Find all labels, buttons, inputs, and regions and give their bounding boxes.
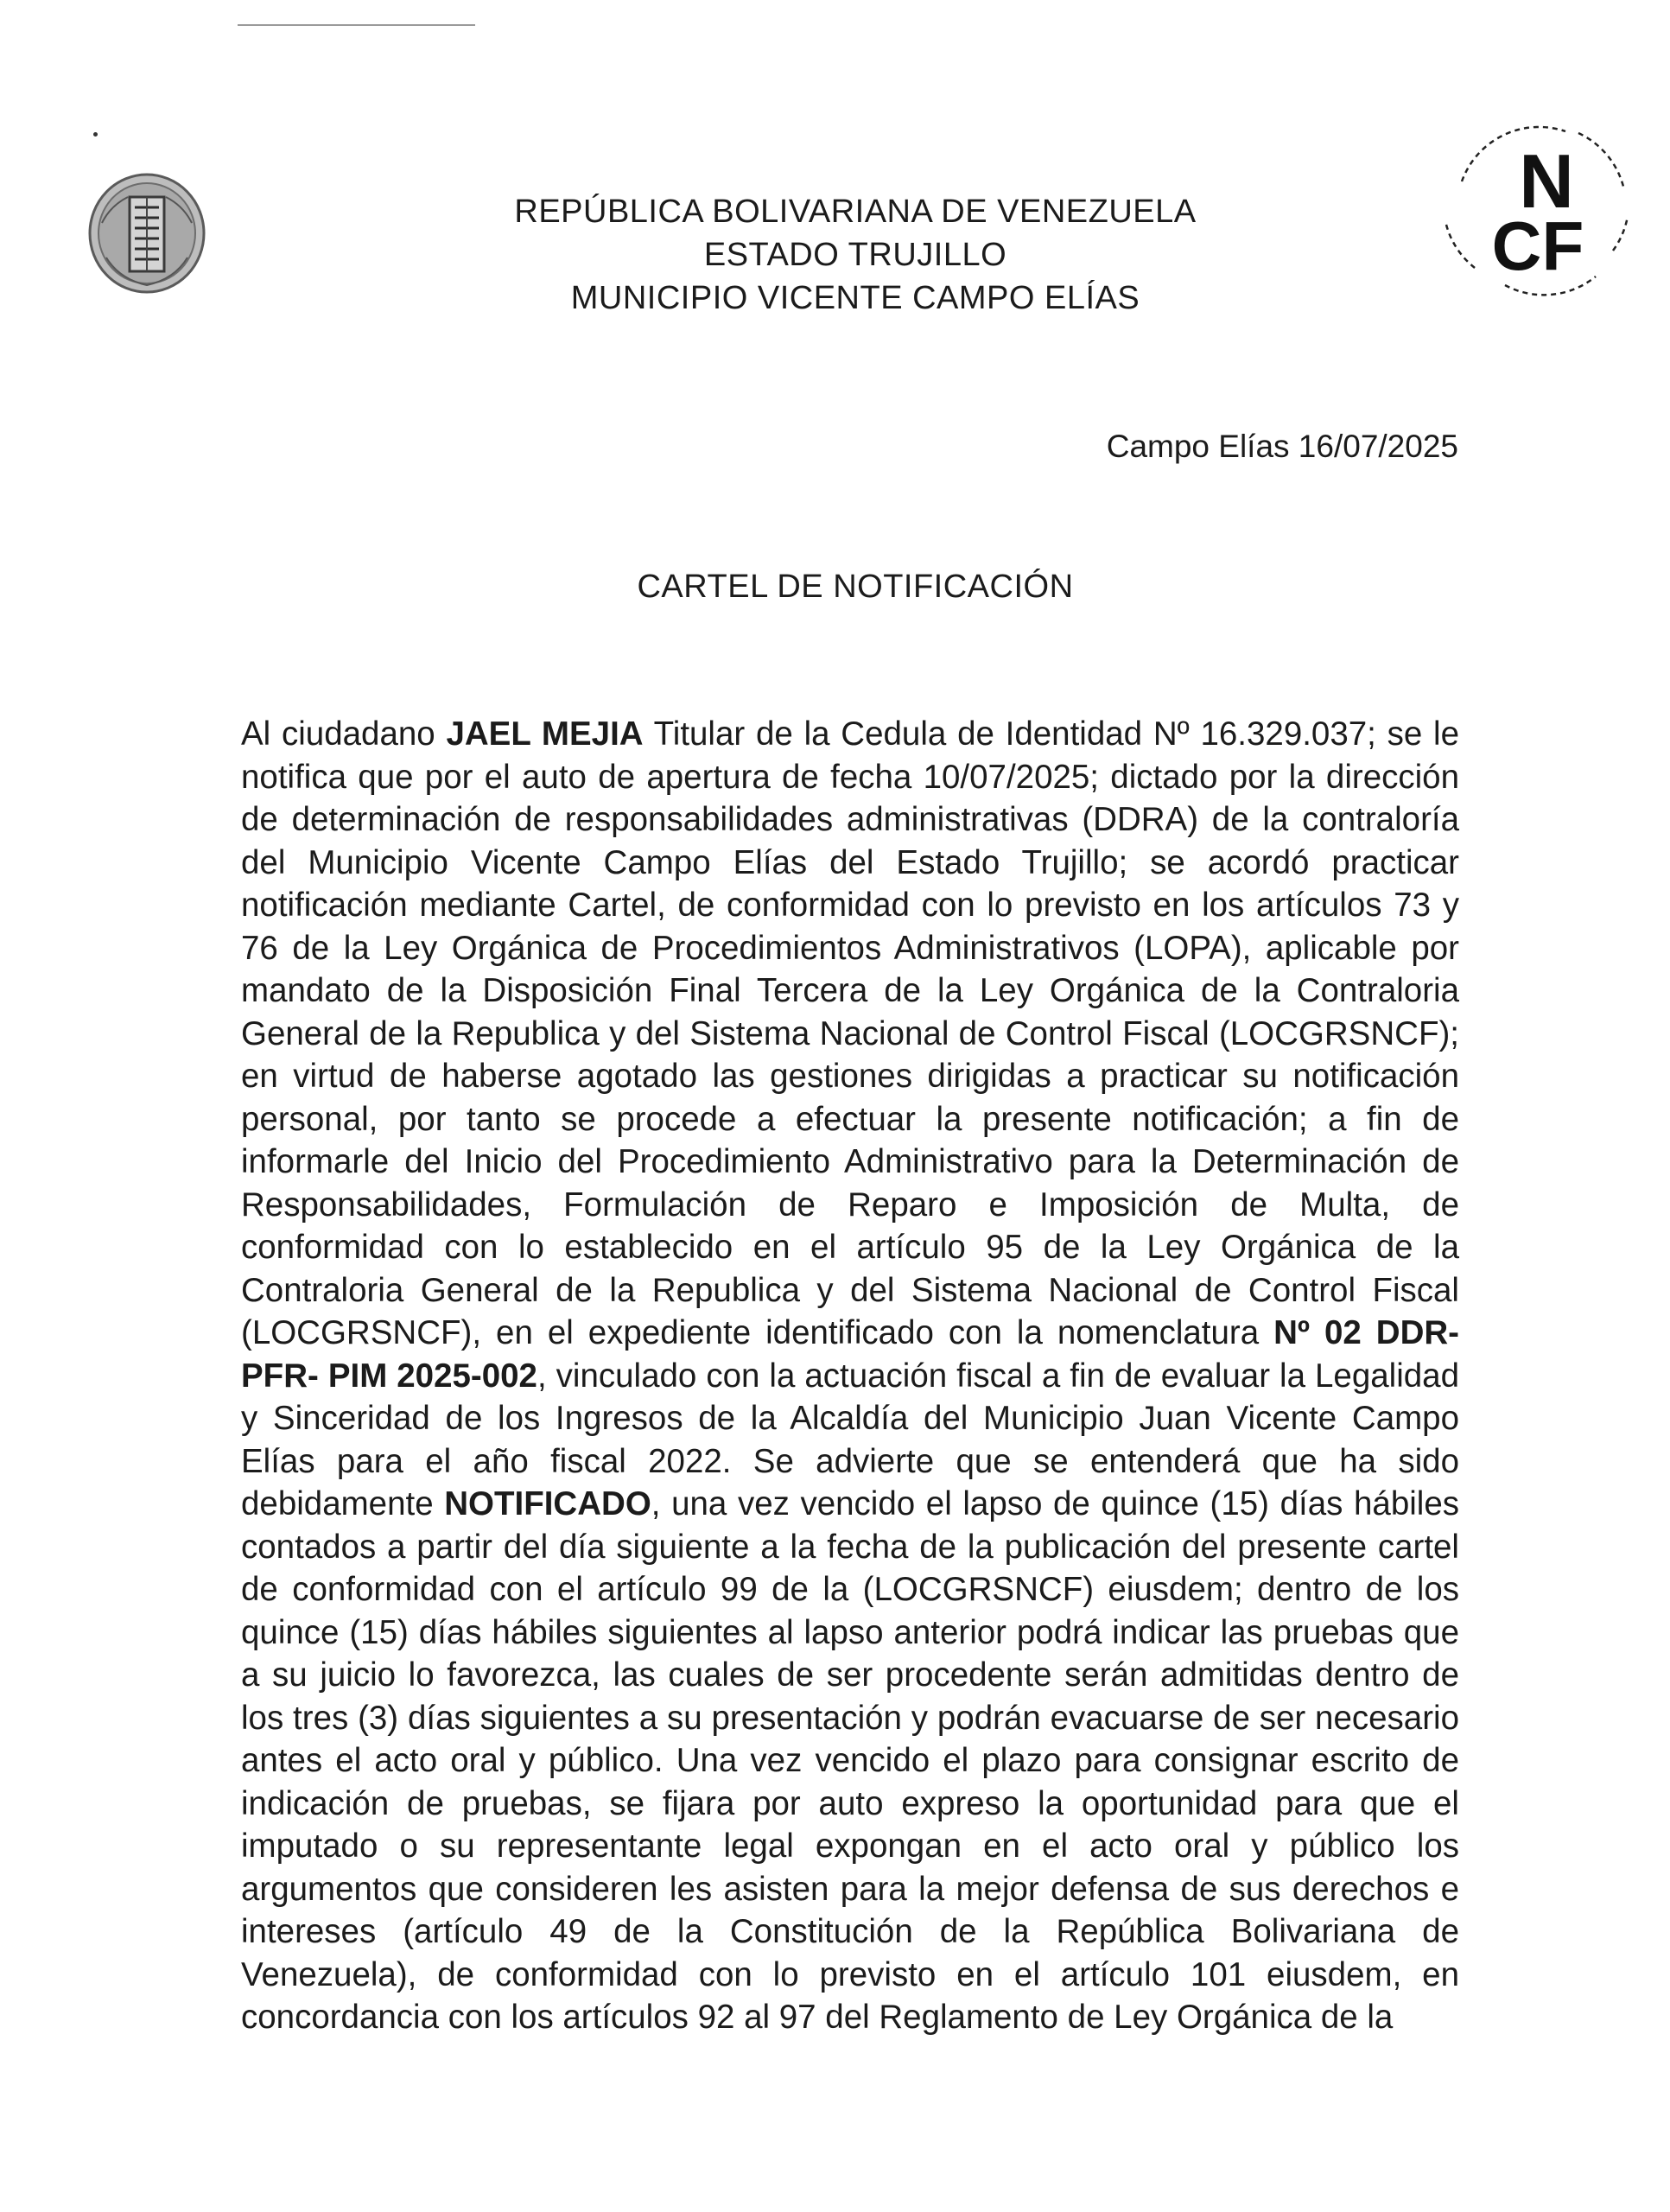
scan-artifact-line xyxy=(238,24,475,26)
body-part-4: , una vez vencido el lapso de quince (15) días hábiles contados a partir del día siguiente a la fecha de la publicación del presente cartel de conformidad con el artículo 99 de la (LOCGRSNCF) eiusdem; dentro de los quince (15) días hábiles siguientes al lapso anterior podrá indicar las pruebas que a su juicio lo favorezca, las cuales de ser procedente serán admitidas dentro de los tres (3) días siguientes a su presentación y podrán evacuarse de ser necesario antes el acto oral y público. Una vez vencido el plazo para consignar escrito de indicación de pruebas, se fijara por auto expreso la oportunidad para que el imputado o su representante legal expongan en el acto oral y público los argumentos que consideren les asisten para la mejor defensa de sus derechos e intereses (artículo 49 de la Constitución de la República Bolivariana de Venezuela), de conformidad con lo previsto en el artículo 101 eiusdem, en concordancia con los artículos 92 al 97 del Reglamento de Ley Orgánica de la xyxy=(241,1485,1460,2036)
document-title: CARTEL DE NOTIFICACIÓN xyxy=(637,569,1074,605)
header-country: REPÚBLICA BOLIVARIANA DE VENEZUELA xyxy=(514,194,1197,230)
scan-artifact-dot xyxy=(93,132,98,137)
logo-text-top: N xyxy=(1519,138,1574,224)
header-municipality: MUNICIPIO VICENTE CAMPO ELÍAS xyxy=(570,280,1140,316)
notification-body xyxy=(241,713,1459,2039)
file-number: Nº 02 DDR-PFR- PIM 2025-002 xyxy=(241,1314,1459,1395)
body-intro: Al ciudadano xyxy=(241,715,447,753)
ncf-logo xyxy=(1436,121,1635,302)
citizen-name: JAEL MEJIA xyxy=(446,715,644,753)
document-header xyxy=(302,190,1408,320)
body-part-2: Titular de la Cedula de Identidad Nº 16.329.037; se le notifica que por el auto de apertura de fecha 10/07/2025; dictado por la dirección de determinación de responsabilidades administrativas (DDRA) de la contraloría del Municipio Vicente Campo Elías del Estado Trujillo; se acordó practicar notificación mediante Cartel, de conformidad con lo previsto en los artículos 73 y 76 de la Ley Orgánica de Procedimientos Administrativos (LOPA), aplicable por mandato de la Disposición Final Tercera de la Ley Orgánica de la Contraloria General de la Republica y del Sistema Nacional de Control Fiscal (LOCGRSNCF); en virtud de haberse agotado las gestiones dirigidas a practicar su notificación personal, por tanto se procede a efectuar la presente notificación; a fin de informarle del Inicio del Procedimiento Administrativo para la Determinación de Responsabilidades, Formulación de Reparo e Imposición de Multa, de conformidad con lo establecido en el artículo 95 de la Ley Orgánica de la Contraloria General de la Republica y del Sistema Nacional de Control Fiscal (LOCGRSNCF), en el expediente identificado con la nomenclatura xyxy=(241,715,1460,1351)
body-part-3: , vinculado con la actuación fiscal a fin de evaluar la Legalidad y Sinceridad de los Ingresos de la Alcaldía del Municipio Juan Vicente Campo Elías para el año fiscal 2022. Se advierte que se entenderá que ha sido debidamente xyxy=(241,1357,1459,1522)
notified-label: NOTIFICADO xyxy=(444,1485,651,1522)
header-state: ESTADO TRUJILLO xyxy=(703,237,1007,273)
logo-text-bottom: CF xyxy=(1491,207,1584,284)
date-line: Campo Elías 16/07/2025 xyxy=(1106,429,1458,464)
coat-of-arms-emblem xyxy=(85,171,210,296)
